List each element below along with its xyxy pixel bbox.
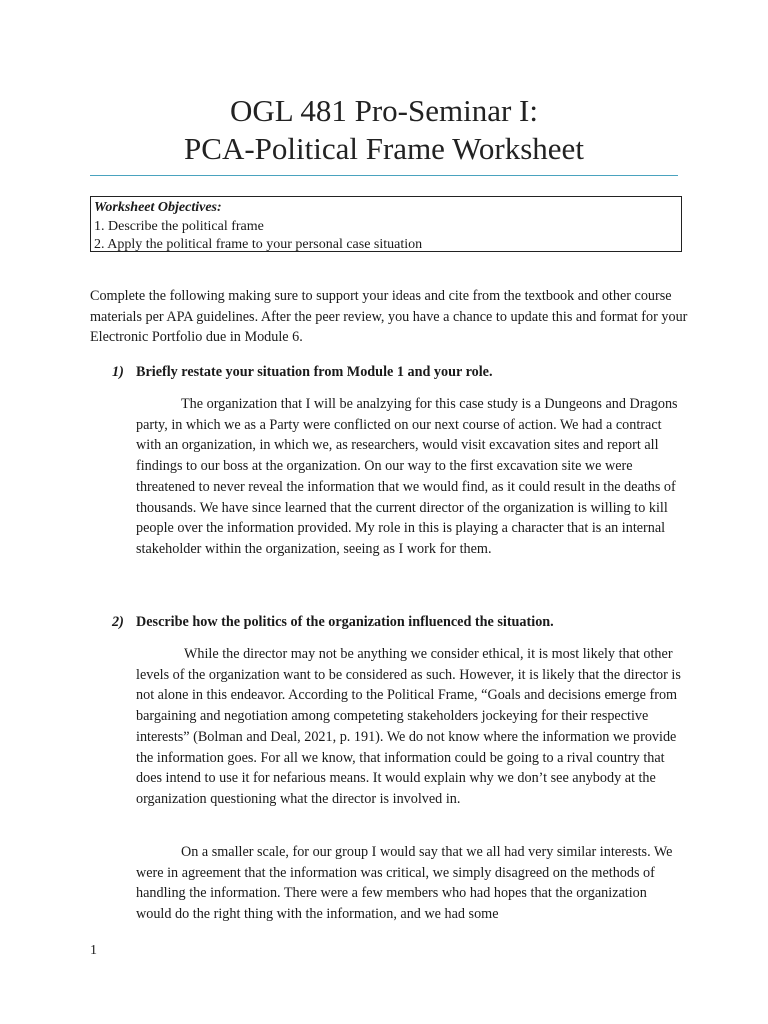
objective-item: 1. Describe the political frame (94, 218, 264, 234)
answer-2-paragraph-continued (136, 842, 681, 925)
answer-text: The organization that I will be analzying for this case study is a Dungeons and Dragons party, in which we as a Party were conflicted on our next course of action. We had a contract with an organization, in which we, as researchers, would visit excavation sites and report all findings to our boss at the organization. On our way to the first excavation site we were threatened to never reveal the information that we would find, as it could result in the deaths of thousands. We have since learned that the current director of the organization is willing to kill people over the information provided. My role in this is playing a character that is an internal stakeholder within the organization, seeing as I work for them. (136, 396, 678, 557)
title-divider (90, 175, 678, 176)
answer-2-paragraph (136, 644, 681, 810)
question-number: 2) (112, 614, 124, 630)
page-title (90, 92, 678, 168)
title-line-course: OGL 481 Pro-Seminar I: (230, 93, 538, 128)
objective-item: 2. Apply the political frame to your personal case situation (94, 237, 423, 252)
intro-paragraph: Complete the following making sure to support your ideas and cite from the textbook and other course materials per APA guidelines. After the peer review, you have a chance to update this and format for your Electronic Portfolio due in Module 6. (90, 288, 688, 346)
answer-text: While the director may not be anything we consider ethical, it is most likely that other levels of the organization want to be considered as such. However, it is likely that the director is not alone in this endeavor. According to the Political Frame, “Goals and decisions emerge from bargaining and negotiation among competeting stakeholders jockeying for their respective interests” (Bolman and Deal, 2021, p. 191). We do not know where the information we provide the information goes. For all we know, that information could be going to a rival country that does intend to use it for nefarious means. It would explain why we don’t see anybody at the organization questioning what the director is involved in. (136, 646, 681, 807)
question-text: Briefly restate your situation from Module 1 and your role. (136, 364, 493, 380)
answer-1-paragraph (136, 394, 681, 560)
objectives-box (90, 196, 682, 252)
question-2-heading (112, 612, 554, 632)
question-1-heading (112, 362, 493, 382)
objectives-heading: Worksheet Objectives: (94, 200, 222, 215)
answer-text: On a smaller scale, for our group I would say that we all had very similar interests. We were in agreement that the information was critical, we simply disagreed on the methods of handling the information. There were a few members who had hopes that the organization would do the right thing with the information, and we had some (136, 844, 673, 923)
title-line-worksheet: PCA-Political Frame Worksheet (184, 131, 584, 166)
question-number: 1) (112, 364, 124, 380)
question-text: Describe how the politics of the organization influenced the situation. (136, 614, 554, 630)
page-number: 1 (90, 943, 97, 958)
